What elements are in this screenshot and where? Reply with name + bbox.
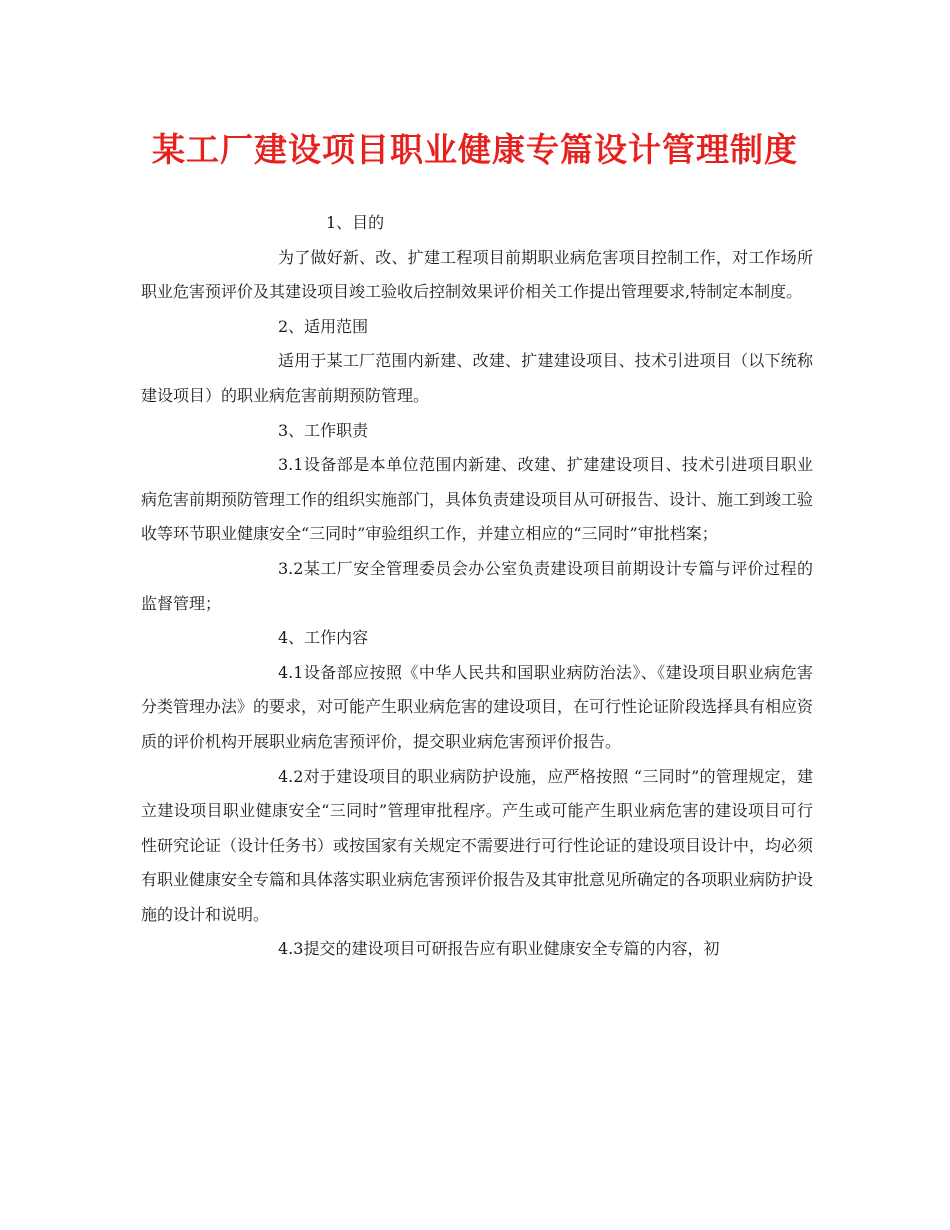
paragraph-3-1: 3.1设备部是本单位范围内新建、改建、扩建建设项目、技术引进项目职业病危害前期预防管理工作的组织实施部门，具体负责建设项目从可研报告、设计、施工到竣工验收等环节职业健康安全“三同时”审验组织工作，并建立相应的“三同时”审批档案；	[141, 455, 814, 544]
section-heading-responsibilities: 3、工作职责	[278, 420, 369, 440]
paragraph-scope: 适用于某工厂范围内新建、改建、扩建建设项目、技术引进项目（以下统称建设项目）的职业病危害前期预防管理。	[141, 351, 813, 405]
document-body	[141, 206, 813, 967]
section-heading-purpose: 1、目的	[326, 213, 385, 232]
section-heading-content: 4、工作内容	[278, 628, 369, 648]
paragraph-purpose: 为了做好新、改、扩建工程项目前期职业病危害项目控制工作，对工作场所职业危害预评价及其建设项目竣工验收后控制效果评价相关工作提出管理要求,特制定本制度。	[141, 247, 813, 302]
section-heading-scope: 2、适用范围	[278, 316, 369, 336]
paragraph-3-2: 3.2某工厂安全管理委员会办公室负责建设项目前期设计专篇与评价过程的监督管理；	[141, 558, 813, 613]
document-title: 某工厂建设项目职业健康专篇设计管理制度	[152, 130, 798, 169]
paragraph-4-2: 4.2对于建设项目的职业病防护设施，应严格按照 “三同时”的管理规定，建立建设项目职业健康安全“三同时”管理审批程序。产生或可能产生职业病危害的建设项目可行性研究论证（设计任务书）或按国家有关规定不需要进行可行性论证的建设项目设计中，均必须有职业健康安全专篇和具体落实职业病危害预评价报告及其审批意见所确定的各项职业病防护设施的设计和说明。	[141, 766, 814, 924]
paragraph-4-3: 4.3提交的建设项目可研报告应有职业健康安全专篇的内容，初	[278, 939, 720, 959]
paragraph-4-1: 4.1设备部应按照《中华人民共和国职业病防治法》、《建设项目职业病危害分类管理办法》的要求，对可能产生职业病危害的建设项目，在可行性论证阶段选择具有相应资质的评价机构开展职业病危害预评价，提交职业病危害预评价报告。	[141, 662, 814, 751]
